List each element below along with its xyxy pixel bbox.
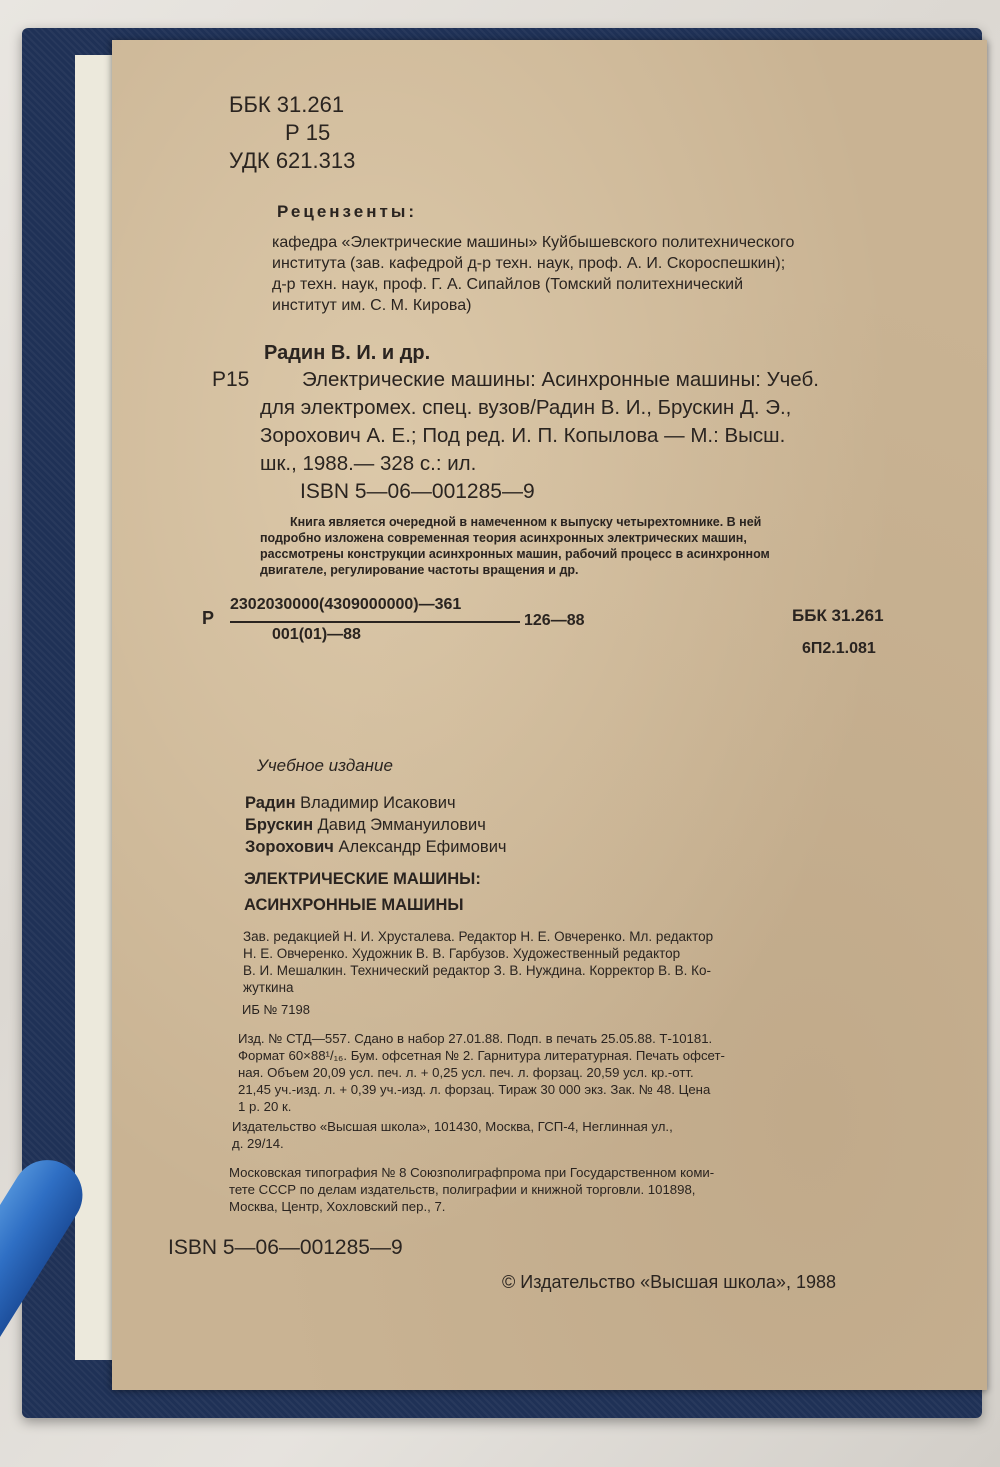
author-given: Александр Ефимович bbox=[338, 838, 507, 856]
annotation-line: Книга является очередной в намеченном к выпуску четырехтомнике. В ней bbox=[290, 515, 762, 529]
formula-suffix: 126—88 bbox=[524, 612, 585, 629]
author-name bbox=[245, 794, 456, 813]
formula-bbk: ББК 31.261 bbox=[792, 606, 884, 625]
imprint-page bbox=[112, 40, 987, 1390]
catalog-shelf: Р15 bbox=[212, 368, 250, 391]
catalog-author: Радин В. И. и др. bbox=[264, 342, 431, 364]
formula-denominator: 001(01)—88 bbox=[272, 626, 361, 643]
print-info-line: 21,45 уч.-изд. л. + 0,39 уч.-изд. л. форзац. Тираж 30 000 экз. Зак. № 48. Цена bbox=[238, 1082, 711, 1097]
author-given: Владимир Исакович bbox=[300, 794, 456, 812]
author-surname: Зорохович bbox=[245, 838, 334, 856]
book-title-line: ЭЛЕКТРИЧЕСКИЕ МАШИНЫ: bbox=[244, 870, 481, 888]
reviewers-text bbox=[272, 232, 794, 316]
reviewers-line: института (зав. кафедрой д-р техн. наук, проф. А. И. Скороспешкин); bbox=[272, 255, 786, 272]
bbk-code: ББК 31.261 bbox=[229, 92, 345, 117]
staff-line: жуткина bbox=[243, 980, 294, 995]
printer-line: тете СССР по делам издательств, полиграфии и книжной торговли. 101898, bbox=[229, 1182, 696, 1197]
footer-copyright: © Издательство «Высшая школа», 1988 bbox=[502, 1272, 836, 1292]
formula-rule bbox=[230, 621, 520, 623]
print-info-line: 1 р. 20 к. bbox=[238, 1099, 292, 1114]
edition-type: Учебное издание bbox=[257, 756, 393, 775]
staff-line: Зав. редакцией Н. И. Хрусталева. Редактор Н. Е. Овчеренко. Мл. редактор bbox=[243, 929, 714, 944]
annotation-line: двигателе, регулирование частоты вращения и др. bbox=[260, 563, 579, 577]
staff-credits bbox=[243, 928, 713, 996]
catalog-line: для электромех. спец. вузов/Радин В. И., Брускин Д. Э., bbox=[260, 396, 792, 419]
printer-line: Московская типография № 8 Союзполиграфпрома при Государственном коми- bbox=[229, 1165, 715, 1180]
print-info-line: Формат 60×88¹/₁₆. Бум. офсетная № 2. Гарнитура литературная. Печать офсет- bbox=[238, 1048, 725, 1063]
author-name bbox=[245, 838, 507, 857]
printer-info bbox=[229, 1164, 714, 1215]
formula-numerator: 2302030000(4309000000)—361 bbox=[230, 596, 462, 613]
shelf-code: Р 15 bbox=[285, 120, 331, 145]
printer-line: Москва, Центр, Хохловский пер., 7. bbox=[229, 1199, 446, 1214]
footer-isbn: ISBN 5—06—001285—9 bbox=[168, 1236, 403, 1259]
udk-code: УДК 621.313 bbox=[229, 148, 356, 173]
reviewers-line: кафедра «Электрические машины» Куйбышевского политехнического bbox=[272, 234, 795, 251]
book-title-line: АСИНХРОННЫЕ МАШИНЫ bbox=[244, 896, 464, 914]
annotation-line: рассмотрены конструкции асинхронных машин, рабочий процесс в асинхронном bbox=[260, 547, 770, 561]
publisher-line: д. 29/14. bbox=[232, 1136, 284, 1151]
ib-number: ИБ № 7198 bbox=[242, 1002, 310, 1017]
catalog-description bbox=[260, 366, 819, 478]
publisher-line: Издательство «Высшая школа», 101430, Москва, ГСП-4, Неглинная ул., bbox=[232, 1119, 673, 1134]
reviewers-line: институт им. С. М. Кирова) bbox=[272, 297, 472, 314]
catalog-line: Зорохович А. Е.; Под ред. И. П. Копылова — М.: Высш. bbox=[260, 424, 786, 447]
formula-letter: Р bbox=[202, 608, 215, 628]
reviewers-line: д-р техн. наук, проф. Г. А. Сипайлов (Томский политехнический bbox=[272, 276, 744, 293]
formula-index: 6П2.1.081 bbox=[802, 640, 876, 657]
print-info-line: Изд. № СТД—557. Сдано в набор 27.01.88. Подп. в печать 25.05.88. Т-10181. bbox=[238, 1031, 713, 1046]
print-info bbox=[238, 1030, 725, 1115]
print-info-line: ная. Объем 20,09 усл. печ. л. + 0,25 усл. печ. л. форзац. 20,59 усл. кр.-отт. bbox=[238, 1065, 694, 1080]
catalog-line: Электрические машины: Асинхронные машины: Учеб. bbox=[302, 368, 819, 391]
annotation-line: подробно изложена современная теория асинхронных электрических машин, bbox=[260, 531, 747, 545]
reviewers-title: Рецензенты: bbox=[277, 202, 417, 221]
staff-line: В. И. Мешалкин. Технический редактор З. В. Нуждина. Корректор В. В. Ко- bbox=[243, 963, 712, 978]
catalog-line: шк., 1988.— 328 с.: ил. bbox=[260, 452, 477, 475]
staff-line: Н. Е. Овчеренко. Художник В. В. Гарбузов. Художественный редактор bbox=[243, 946, 681, 961]
author-name bbox=[245, 816, 486, 835]
catalog-isbn: ISBN 5—06—001285—9 bbox=[300, 480, 535, 503]
author-surname: Радин bbox=[245, 794, 296, 812]
annotation bbox=[260, 514, 770, 578]
author-surname: Брускин bbox=[245, 816, 314, 834]
author-given: Давид Эммануилович bbox=[317, 816, 486, 834]
publisher-info bbox=[232, 1118, 673, 1152]
